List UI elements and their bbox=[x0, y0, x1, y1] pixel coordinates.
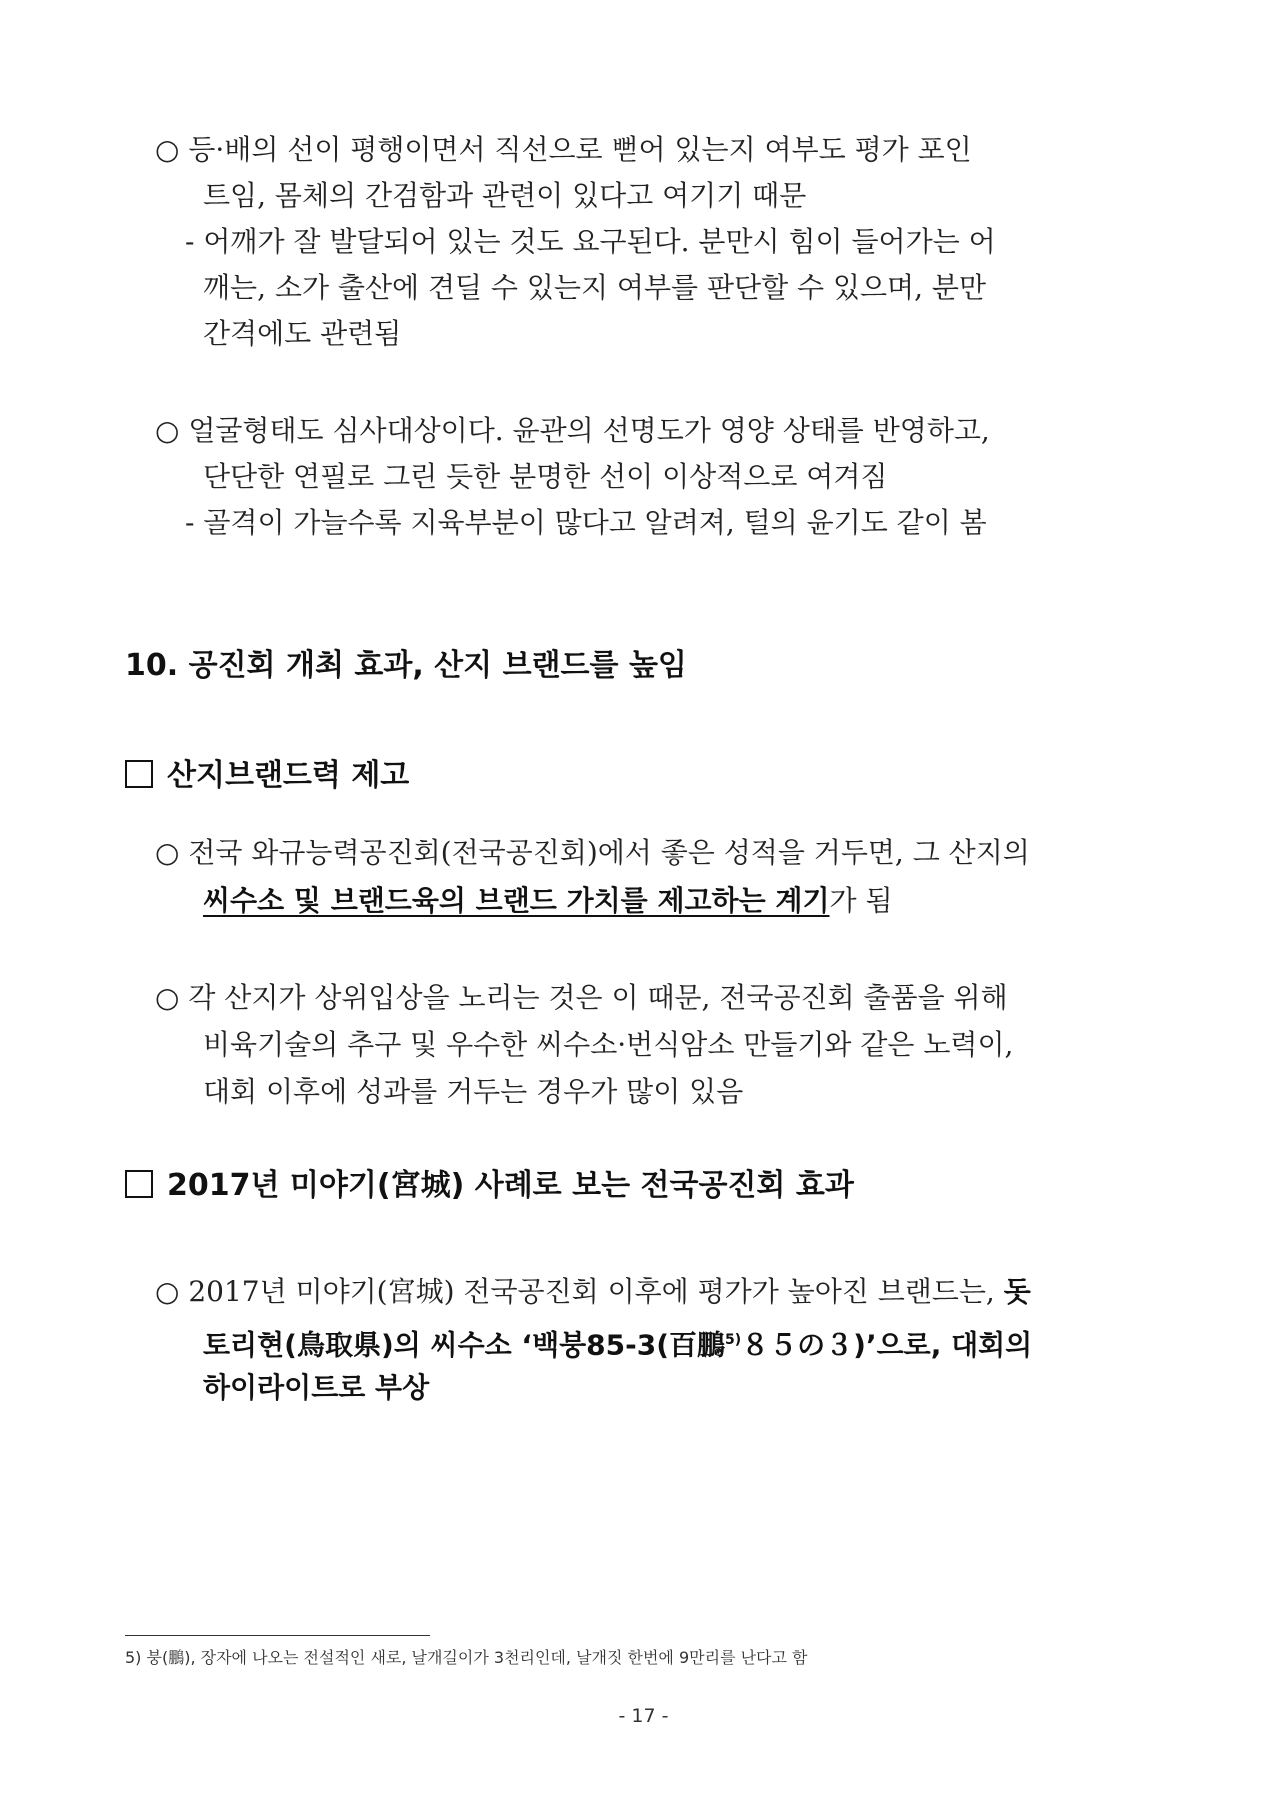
paragraph-line bbox=[155, 1272, 1031, 1312]
paragraph-line: 단단한 연필로 그린 듯한 분명한 선이 이상적으로 여겨짐 bbox=[203, 460, 888, 493]
sub-paragraph-line: - 골격이 가늘수록 지육부분이 많다고 알려져, 털의 윤기도 같이 봄 bbox=[185, 506, 987, 539]
checkbox-square-icon bbox=[125, 760, 153, 788]
subsection-title: 산지브랜드력 제고 bbox=[167, 758, 410, 793]
paragraph-line bbox=[203, 881, 893, 921]
sub-paragraph-line: - 어깨가 잘 발달되어 있는 것도 요구된다. 분만시 힘이 들어가는 어 bbox=[185, 225, 996, 258]
footnote: 5) 붕(鵬), 장자에 나오는 전설적인 새로, 날개길이가 3천리인데, 날개짓 한번에 9만리를 난다고 함 bbox=[125, 1648, 808, 1667]
footnote-marker: 5) bbox=[725, 1332, 742, 1348]
paragraph-line: ○ 얼굴형태도 심사대상이다. 윤관의 선명도가 영양 상태를 반영하고, bbox=[155, 414, 990, 447]
paragraph-line: ○ 각 산지가 상위입상을 노리는 것은 이 때문, 전국공진회 출품을 위해 bbox=[155, 981, 1008, 1014]
paragraph-line bbox=[203, 1320, 1032, 1365]
emphasized-text: 씨수소 및 브랜드육의 브랜드 가치를 제고하는 계기 bbox=[203, 884, 830, 917]
plain-text: ○ 2017년 미야기(宮城) 전국공진회 이후에 평가가 높아진 브랜드는, bbox=[155, 1275, 1004, 1308]
plain-text: 가 됨 bbox=[829, 884, 893, 917]
page-number: - 17 - bbox=[618, 1705, 669, 1727]
paragraph-line: 트임, 몸체의 간검함과 관련이 있다고 여기기 때문 bbox=[203, 179, 807, 212]
paragraph-line: 대회 이후에 성과를 거두는 경우가 많이 있음 bbox=[203, 1075, 744, 1108]
bold-text: ８５の３)’으로, 대회의 bbox=[741, 1328, 1033, 1362]
sub-paragraph-line: 간격에도 관련됨 bbox=[203, 317, 402, 350]
bold-text: 토리현(鳥取県)의 씨수소 ‘백붕85-3(百鵬 bbox=[203, 1328, 726, 1362]
paragraph-line: ○ 등·배의 선이 평행이면서 직선으로 뻗어 있는지 여부도 평가 포인 bbox=[155, 133, 972, 166]
bold-text: 돗 bbox=[1003, 1275, 1031, 1308]
paragraph-line: 비육기술의 추구 및 우수한 씨수소·번식암소 만들기와 같은 노력이, bbox=[203, 1028, 1014, 1061]
footnote-divider bbox=[125, 1635, 430, 1636]
checkbox-square-icon bbox=[125, 1170, 153, 1198]
paragraph-line: 하이라이트로 부상 bbox=[203, 1371, 430, 1404]
sub-paragraph-line: 깨는, 소가 출산에 견딜 수 있는지 여부를 판단할 수 있으며, 분만 bbox=[203, 271, 987, 304]
section-heading: 10. 공진회 개최 효과, 산지 브랜드를 높임 bbox=[125, 648, 687, 683]
paragraph-line: ○ 전국 와규능력공진회(전국공진회)에서 좋은 성적을 거두면, 그 산지의 bbox=[155, 836, 1030, 869]
subsection-title: 2017년 미야기(宮城) 사례로 보는 전국공진회 효과 bbox=[167, 1168, 854, 1203]
subsection-heading bbox=[125, 1164, 854, 1208]
subsection-heading bbox=[125, 754, 409, 798]
